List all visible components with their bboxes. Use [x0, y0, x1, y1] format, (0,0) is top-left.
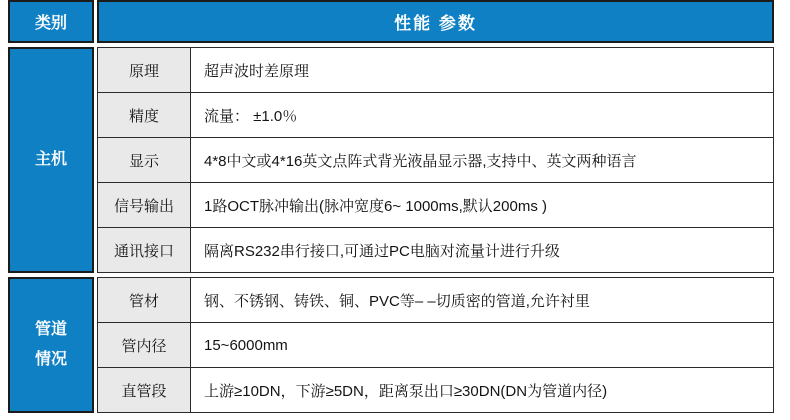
table-row — [98, 323, 774, 368]
spec-row-value: 4*8中文或4*16英文点阵式背光液晶显示器,支持中、英文两种语言 — [191, 138, 774, 183]
section-pipe-rows — [97, 277, 774, 413]
spec-row-value: 超声波时差原理 — [191, 48, 774, 93]
section-pipe-category-label: 管道情况 — [34, 320, 67, 368]
spec-row-label: 显示 — [98, 138, 191, 183]
spec-row-value: 隔离RS232串行接口,可通过PC电脑对流量计进行升级 — [191, 228, 774, 273]
table-row — [98, 368, 774, 413]
spec-row-value: 上游≥10DN，下游≥5DN，距离泵出口≥30DN(DN为管道内径) — [191, 368, 774, 413]
table-row — [98, 228, 774, 273]
header-category-cell — [8, 0, 94, 43]
section-pipe — [8, 277, 774, 413]
spec-row-value: 1路OCT脉冲输出(脉冲宽度6~ 1000ms,默认200ms ) — [191, 183, 774, 228]
spec-row-label: 直管段 — [98, 368, 191, 413]
spec-row-label: 信号输出 — [98, 183, 191, 228]
header-params-label: 性能 参数 — [394, 14, 477, 33]
section-host — [8, 47, 774, 273]
table-header-row — [8, 0, 774, 43]
spec-row-value: 流量： ±1.0％ — [191, 93, 774, 138]
spec-row-label: 原理 — [98, 48, 191, 93]
spec-row-value: 15~6000mm — [191, 323, 774, 368]
header-params-cell — [97, 0, 774, 43]
table-row — [98, 138, 774, 183]
spec-row-label: 精度 — [98, 93, 191, 138]
section-host-category-cell — [8, 47, 94, 273]
spec-row-value: 钢、不锈钢、铸铁、铜、PVC等– –切质密的管道,允许衬里 — [191, 278, 774, 323]
table-row — [98, 93, 774, 138]
section-pipe-category-cell — [8, 277, 94, 413]
section-host-rows — [97, 47, 774, 273]
spec-row-label: 管材 — [98, 278, 191, 323]
spec-row-label: 管内径 — [98, 323, 191, 368]
table-row — [98, 183, 774, 228]
header-category-label: 类别 — [34, 15, 67, 32]
table-row — [98, 278, 774, 323]
table-row — [98, 48, 774, 93]
spec-row-label: 通讯接口 — [98, 228, 191, 273]
spec-table — [8, 0, 774, 413]
section-host-category-label: 主机 — [34, 150, 67, 168]
